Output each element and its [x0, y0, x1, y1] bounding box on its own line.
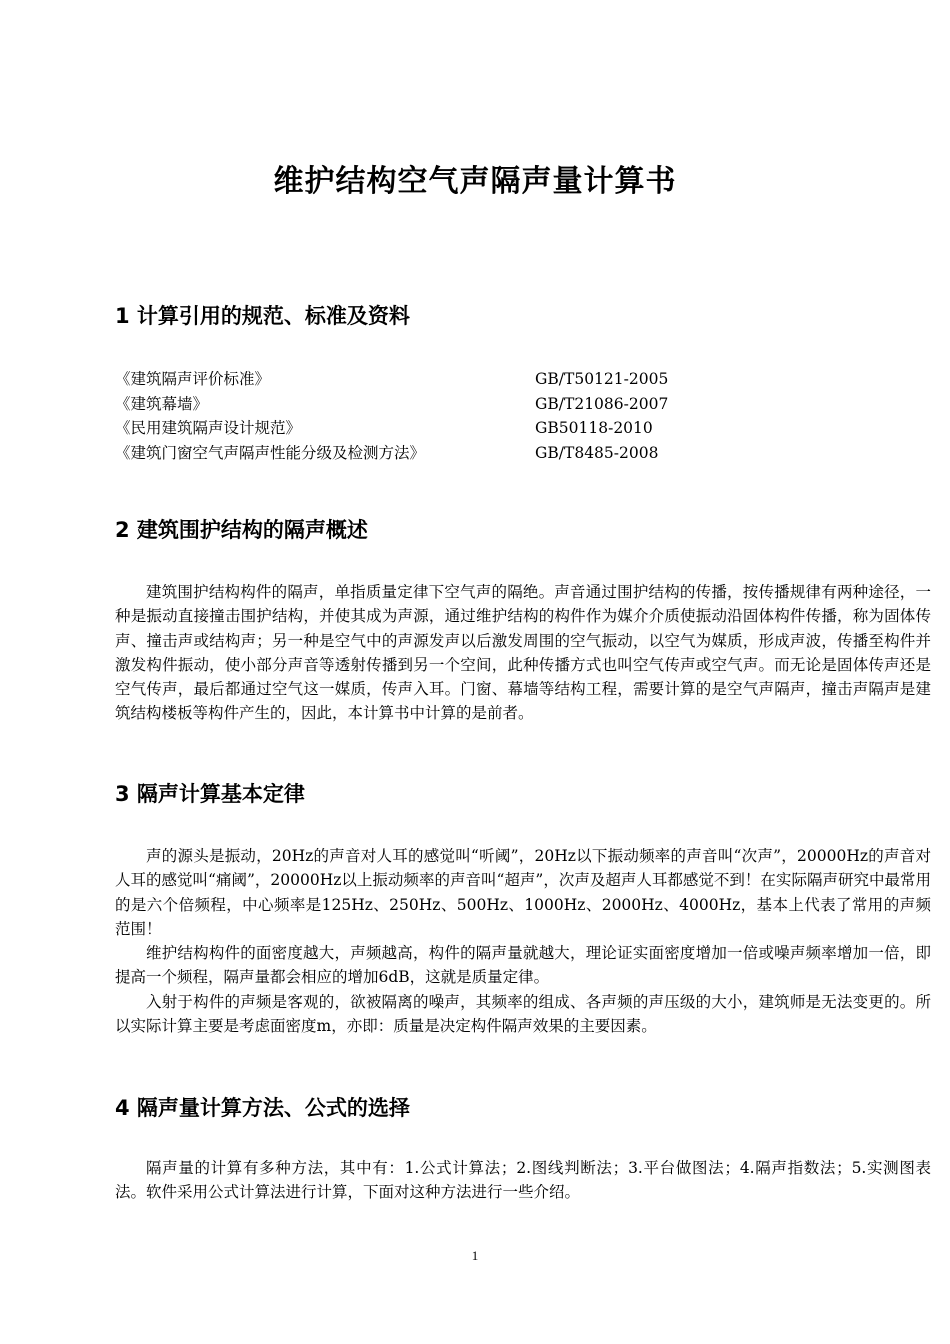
reference-code: GB/T50121-2005: [535, 370, 669, 388]
section-2-heading: 2 建筑围护结构的隔声概述: [115, 518, 368, 542]
section-4-heading: 4 隔声量计算方法、公式的选择: [115, 1096, 410, 1120]
section-3-heading: 3 隔声计算基本定律: [115, 782, 305, 806]
reference-name: 《建筑隔声评价标准》: [115, 370, 271, 388]
page-number: 1: [471, 1248, 479, 1263]
reference-item: [115, 392, 835, 417]
reference-code: GB50118-2010: [535, 419, 653, 437]
reference-code: GB/T21086-2007: [535, 394, 669, 413]
section-1-heading: 1 计算引用的规范、标准及资料: [115, 304, 410, 328]
document-title: 维护结构空气声隔声量计算书: [273, 164, 677, 199]
section-4-body: [115, 1156, 931, 1205]
reference-item: [115, 441, 835, 466]
reference-code: GB/T8485-2008: [535, 443, 659, 462]
reference-item: [115, 416, 835, 441]
paragraph: 隔声量的计算有多种方法，其中有：1.公式计算法；2.图线判断法；3.平台做图法；4.隔声指数法；5.实测图表法。软件采用公式计算法进行计算，下面对这种方法进行一些介绍。: [115, 1159, 931, 1202]
reference-item: [115, 367, 835, 392]
paragraph: 建筑围护结构构件的隔声，单指质量定律下空气声的隔绝。声音通过围护结构的传播，按传播规律有两种途径，一种是振动直接撞击围护结构，并使其成为声源，通过维护结构的构件作为媒介介质使振动沿固体构件传播，称为固体传声、撞击声或结构声；另一种是空气中的声源发声以后激发周围的空气振动，以空气为媒质，形成声波，传播至构件并激发构件振动，使小部分声音等透射传播到另一个空间，此种传播方式也叫空气传声或空气声。而无论是固体传声还是空气传声，最后都通过空气这一媒质，传声入耳。门窗、幕墙等结构工程，需要计算的是空气声隔声，撞击声隔声是建筑结构楼板等构件产生的，因此，本计算书中计算的是前者。: [115, 583, 931, 723]
reference-name: 《建筑幕墙》: [115, 394, 209, 413]
reference-name: 《建筑门窗空气声隔声性能分级及检测方法》: [115, 443, 426, 462]
reference-name: 《民用建筑隔声设计规范》: [115, 419, 302, 437]
section-3-body: [115, 844, 931, 1038]
reference-list: [115, 367, 835, 465]
paragraph: 声的源头是振动，20Hz的声音对人耳的感觉叫“听阈”，20Hz以下振动频率的声音叫“次声”，20000Hz的声音对人耳的感觉叫“痛阈”，20000Hz以上振动频率的声音叫“超声”，次声及超声人耳都感觉不到！在实际隔声研究中最常用的是六个倍频程，中心频率是125Hz、250Hz、500Hz、1000Hz、2000Hz、4000Hz，基本上代表了常用的声频范围！: [115, 847, 931, 938]
paragraph: 入射于构件的声频是客观的，欲被隔离的噪声，其频率的组成、各声频的声压级的大小，建筑师是无法变更的。所以实际计算主要是考虑面密度m，亦即：质量是决定构件隔声效果的主要因素。: [115, 992, 931, 1036]
paragraph: 维护结构构件的面密度越大，声频越高，构件的隔声量就越大，理论证实面密度增加一倍或噪声频率增加一倍，即提高一个频程，隔声量都会相应的增加6dB，这就是质量定律。: [115, 944, 931, 987]
section-2-body: [115, 580, 931, 726]
